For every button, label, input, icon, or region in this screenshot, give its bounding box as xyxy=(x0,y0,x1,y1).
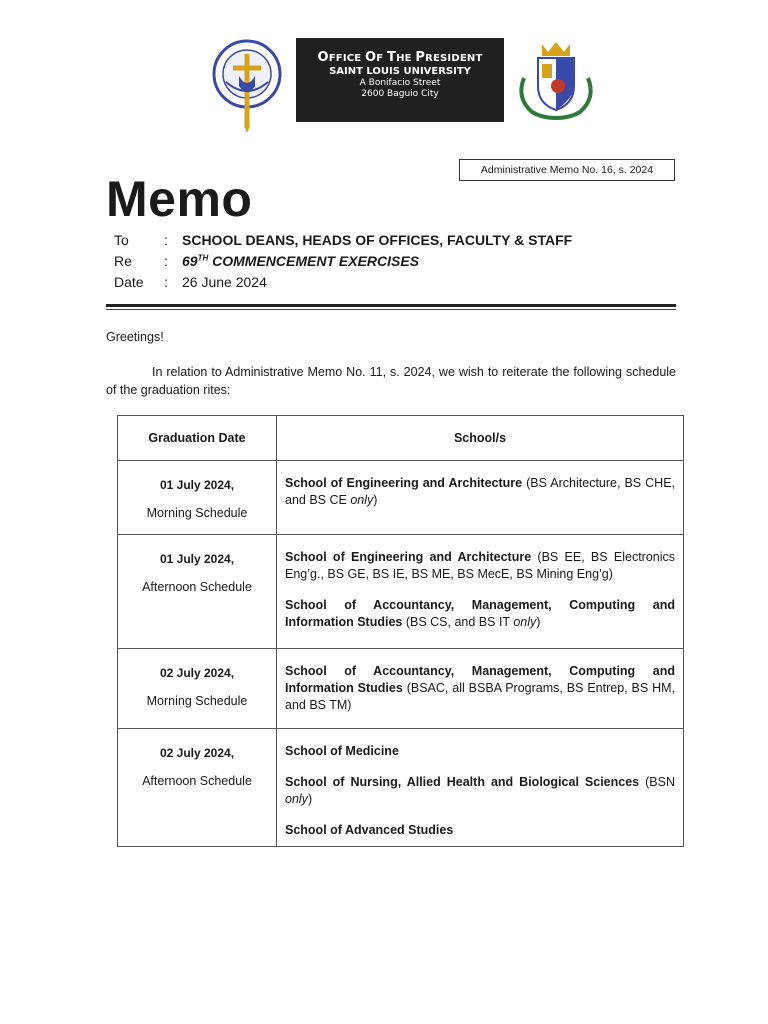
intro-paragraph: In relation to Administrative Memo No. 11, s. 2024, we wish to reiterate the following schedule of the graduation rites: xyxy=(106,365,676,397)
university-name: SAINT LOUIS UNIVERSITY xyxy=(329,66,471,77)
table-row xyxy=(118,649,684,729)
graduation-schedule-table xyxy=(117,415,684,847)
school-entry: School of Nursing, Allied Health and Biological Sciences (BSN only) xyxy=(285,775,675,806)
date-cell xyxy=(118,461,277,535)
header-graduation-date: Graduation Date xyxy=(118,416,277,461)
graduation-date: 02 July 2024, xyxy=(159,666,235,680)
header-divider xyxy=(106,304,676,307)
meta-date xyxy=(114,274,267,290)
schools-cell xyxy=(277,649,684,729)
crest-icon xyxy=(512,38,600,120)
greeting: Greetings! xyxy=(106,330,164,344)
memo-heading: Memo xyxy=(106,171,253,227)
school-entry: School of Engineering and Architecture (BS Architecture, BS CHE, and BS CE only) xyxy=(285,476,676,507)
date-cell xyxy=(118,535,277,649)
session: Afternoon Schedule xyxy=(142,580,252,594)
schools-cell xyxy=(277,729,684,847)
to-value: SCHOOL DEANS, HEADS OF OFFICES, FACULTY & STAFF xyxy=(182,232,573,248)
city-address: 2600 Baguio City xyxy=(361,89,439,99)
re-label: Re xyxy=(114,253,132,269)
table-row xyxy=(118,729,684,847)
school-entry: School of Accountancy, Management, Computing and Information Studies (BSAC, all BSBA Programs, BS Entrep, BS HM, and BS TM) xyxy=(285,664,675,712)
table-row xyxy=(118,461,684,535)
school-entry: School of Advanced Studies xyxy=(285,823,454,837)
school-entry: School of Engineering and Architecture (BS EE, BS Electronics Eng’g., BS GE, BS IE, BS ME, BS MecE, BS Mining Eng’g) xyxy=(285,550,676,581)
date-label: Date xyxy=(114,274,144,290)
meta-to xyxy=(114,232,572,248)
colon: : xyxy=(164,232,168,248)
university-seal-icon xyxy=(206,38,288,134)
school-entry: School of Accountancy, Management, Computing and Information Studies (BS CS, and BS IT only) xyxy=(285,598,675,629)
graduation-date: 02 July 2024, xyxy=(159,746,235,760)
colon: : xyxy=(164,253,168,269)
session: Morning Schedule xyxy=(146,506,248,520)
school-entry: School of Medicine xyxy=(285,744,399,758)
re-value: 69TH COMMENCEMENT EXERCISES xyxy=(182,253,420,269)
schools-cell xyxy=(277,461,684,535)
office-of-the-president-banner xyxy=(296,38,504,122)
session: Afternoon Schedule xyxy=(142,774,252,788)
session: Morning Schedule xyxy=(146,694,248,708)
table-header-row xyxy=(118,416,684,461)
date-value: 26 June 2024 xyxy=(182,274,267,290)
colon: : xyxy=(164,274,168,290)
office-title: OFFICE OF THE PRESIDENT xyxy=(317,50,483,65)
schools-cell xyxy=(277,535,684,649)
street-address: A Bonifacio Street xyxy=(359,78,441,88)
meta-re xyxy=(114,253,419,269)
header-schools: School/s xyxy=(277,416,684,461)
date-cell xyxy=(118,729,277,847)
graduation-date: 01 July 2024, xyxy=(159,478,235,492)
header-divider-thin xyxy=(106,309,676,310)
date-cell xyxy=(118,649,277,729)
table-row xyxy=(118,535,684,649)
graduation-date: 01 July 2024, xyxy=(159,552,235,566)
to-label: To xyxy=(114,232,129,248)
memo-number-box: Administrative Memo No. 16, s. 2024 xyxy=(459,159,675,181)
